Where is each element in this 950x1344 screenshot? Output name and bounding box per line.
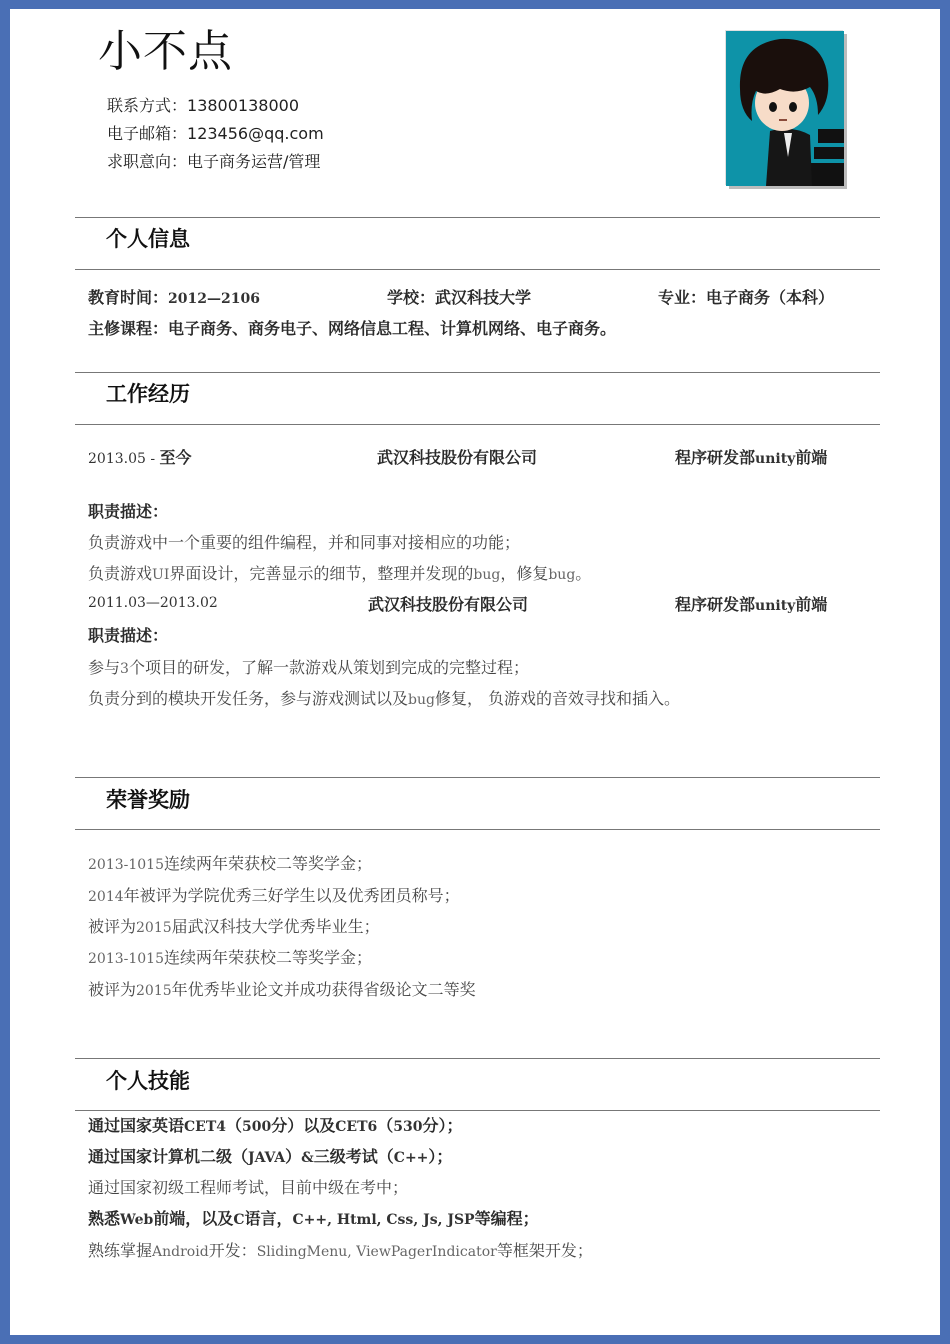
text-run: 修复， 负游戏的音效寻找和插入。 (434, 689, 681, 708)
major-label: 专业： (658, 288, 707, 307)
text-run: 通过国家计算机二级（ (88, 1147, 249, 1166)
text-run: 被评为 (88, 917, 137, 936)
email-label: 电子邮箱： (107, 124, 188, 143)
text-run: 等框架开发； (496, 1241, 593, 1260)
text-run: UI (152, 567, 170, 583)
contact-phone: 13800138000 (187, 96, 299, 115)
intent-line (107, 149, 320, 172)
profile-photo (726, 31, 844, 186)
text-run: JAVA (248, 1150, 286, 1166)
job-1-dept (675, 445, 827, 468)
job-1-date (88, 445, 192, 468)
text-run: 2013-1015 (88, 857, 164, 873)
section-title-personal: 个人信息 (106, 227, 190, 251)
skill-item (88, 1238, 593, 1261)
text-run: Web (120, 1212, 154, 1228)
text-run: 连续两年荣获校二等奖学金； (164, 854, 373, 873)
text-run: 3 (120, 661, 129, 677)
text-run: 。 (575, 564, 592, 583)
text-run: 届武汉科技大学优秀毕业生； (171, 917, 380, 936)
text-run: 分）以及 (271, 1116, 336, 1135)
edu-time-value: 2012—2106 (168, 291, 260, 307)
text-run: 个项目的研发，了解一款游戏从策划到完成的完整过程； (128, 658, 529, 677)
major (658, 285, 834, 308)
text-run: 2015 (136, 983, 172, 999)
text-run: Android (152, 1244, 209, 1260)
section-rule-top-awards (75, 777, 880, 778)
job-2-dept-name: 程序研发部 (675, 595, 756, 614)
award-item (88, 851, 372, 874)
job-1-duty-label: 职责描述： (88, 502, 169, 521)
job-1-date-end: 至今 (159, 448, 192, 467)
text-run: bug (408, 692, 435, 708)
job-2-duty-label: 职责描述： (88, 626, 169, 645)
skill-item (88, 1206, 539, 1229)
text-run: 界面设计，完善显示的细节，整理并发现的 (169, 564, 474, 583)
text-run: 年被评为学院优秀三好学生以及优秀团员称号； (123, 886, 460, 905)
text-run: 三级考试（ (313, 1147, 394, 1166)
award-item (88, 945, 372, 968)
section-rule-top-skills (75, 1058, 880, 1059)
intent-label: 求职意向： (107, 152, 188, 171)
section-rule-bottom-skills (75, 1110, 880, 1111)
award-item (88, 977, 476, 1000)
text-run: 530 (393, 1119, 423, 1135)
text-run: bug (548, 567, 576, 583)
section-rule-bottom-work (75, 424, 880, 425)
job-1-dept-role: 前端 (795, 448, 828, 467)
skill-item (88, 1113, 463, 1136)
major-value: 电子商务（本科） (706, 288, 835, 307)
cartoon-avatar-icon (726, 31, 844, 186)
text-run: C++, Html, Css, Js, JSP (292, 1212, 475, 1228)
job-2-dept-tech: unity (755, 598, 796, 614)
text-run: C++ (393, 1150, 429, 1166)
contact-label: 联系方式： (107, 96, 188, 115)
intent-value: 电子商务运营/管理 (187, 152, 321, 171)
section-title-skills: 个人技能 (106, 1069, 190, 1093)
school-value: 武汉科技大学 (435, 288, 532, 307)
job-2-company: 武汉科技股份有限公司 (368, 595, 529, 614)
job-1-dept-tech: unity (755, 451, 796, 467)
text-run: 开发： (208, 1241, 257, 1260)
edu-time (88, 285, 260, 308)
edu-time-label: 教育时间： (88, 288, 169, 307)
text-run: 通过国家英语 (88, 1116, 185, 1135)
resume-page (10, 9, 940, 1335)
text-run: 连续两年荣获校二等奖学金； (164, 948, 373, 967)
section-rule-bottom-awards (75, 829, 880, 830)
email-line (107, 121, 324, 144)
section-rule-top-personal (75, 217, 880, 218)
courses: 主修课程：电子商务、商务电子、网络信息工程、计算机网络、电子商务。 (88, 319, 617, 338)
award-item (88, 914, 380, 937)
job-1-duty-line-1 (88, 530, 520, 553)
section-title-work: 工作经历 (106, 382, 190, 406)
section-rule-top-work (75, 372, 880, 373)
text-run: 熟悉 (88, 1209, 121, 1228)
text-run: ） (285, 1147, 302, 1166)
job-2-dept-role: 前端 (795, 595, 828, 614)
skill-item (88, 1175, 408, 1198)
text-run: & (301, 1150, 314, 1166)
school (387, 285, 531, 308)
job-2-duty-line-1 (88, 655, 529, 678)
text-run: 熟练掌握 (88, 1241, 153, 1260)
job-2-dept (675, 592, 827, 615)
text-run: bug (473, 567, 501, 583)
section-title-awards: 荣誉奖励 (106, 788, 190, 812)
text-run: 负责游戏中一个重要的组件编程，并和同事对接相应的功能； (88, 533, 521, 552)
text-run: （ (377, 1116, 394, 1135)
text-run: 语言， (244, 1209, 293, 1228)
text-run: 2013-1015 (88, 951, 164, 967)
text-run: ）； (428, 1147, 453, 1166)
email-value: 123456@qq.com (187, 124, 324, 143)
text-run: 2014 (88, 889, 124, 905)
job-1-company: 武汉科技股份有限公司 (377, 448, 538, 467)
text-run: CET4 (184, 1119, 226, 1135)
text-run: 被评为 (88, 980, 137, 999)
text-run: 负责分到的模块开发任务，参与游戏测试以及 (88, 689, 409, 708)
candidate-name: 小不点 (98, 26, 233, 77)
text-run: C (233, 1212, 245, 1228)
job-1-dept-name: 程序研发部 (675, 448, 756, 467)
text-run: 通过国家初级工程师考试，目前中级在考中； (88, 1178, 409, 1197)
job-1-duty-line-2 (88, 561, 591, 584)
text-run: SlidingMenu, ViewPagerIndicator (256, 1244, 497, 1260)
text-run: 年优秀毕业论文并成功获得省级论文二等奖 (171, 980, 476, 999)
section-rule-bottom-personal (75, 269, 880, 270)
skill-item (88, 1144, 452, 1167)
text-run: 2015 (136, 920, 172, 936)
contact-line (107, 93, 299, 116)
text-run: （ (226, 1116, 243, 1135)
job-2-duty-line-2 (88, 686, 680, 709)
text-run: 分）； (422, 1116, 463, 1135)
text-run: 前端，以及 (153, 1209, 234, 1228)
job-2-date (88, 592, 218, 611)
job-2-date-range: 2011.03—2013.02 (88, 595, 218, 611)
text-run: 500 (242, 1119, 272, 1135)
text-run: 参与 (88, 658, 121, 677)
job-1-date-start: 2013.05 - (88, 451, 160, 467)
text-run: 等编程； (474, 1209, 539, 1228)
text-run: 负责游戏 (88, 564, 153, 583)
text-run: CET6 (335, 1119, 378, 1135)
text-run: ，修复 (500, 564, 549, 583)
award-item (88, 883, 460, 906)
school-label: 学校： (387, 288, 436, 307)
